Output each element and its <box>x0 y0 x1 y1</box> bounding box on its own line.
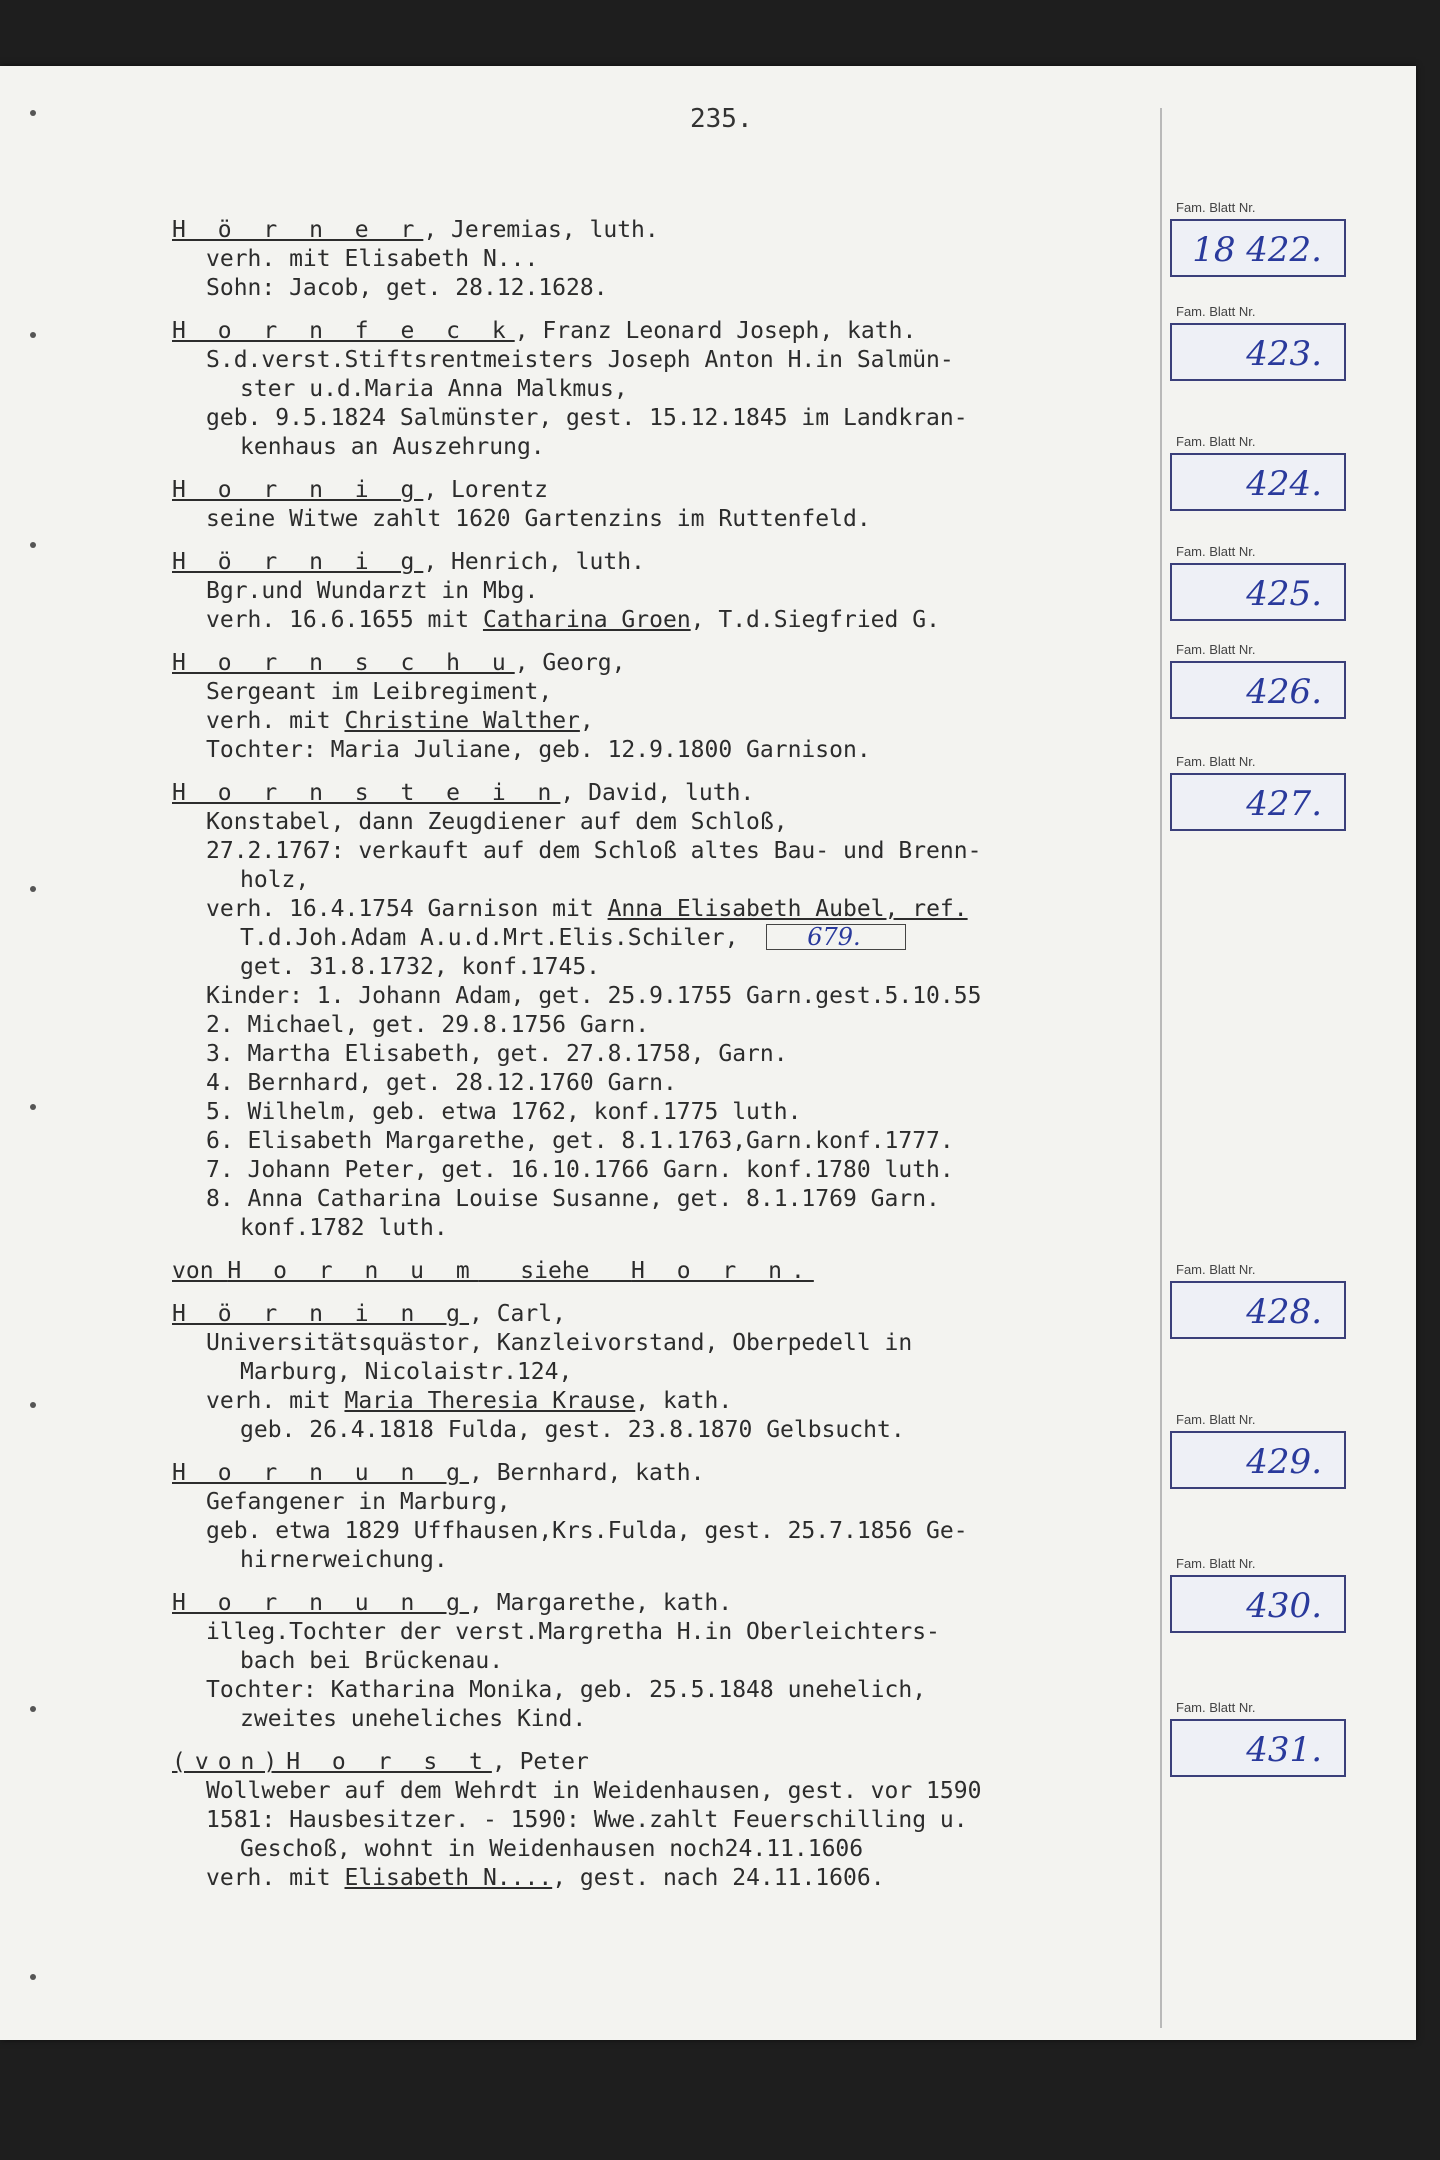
stamp-label: Fam. Blatt Nr. <box>1176 754 1256 769</box>
spouse-name: Christine Walther <box>344 708 580 734</box>
entry-line: Marburg, Nicolaistr.124, <box>240 1359 573 1385</box>
given-name: , Peter <box>491 1749 589 1775</box>
entry-line: geb. 26.4.1818 Fulda, gest. 23.8.1870 Gelbsucht. <box>240 1417 905 1443</box>
entry-line: kenhaus an Auszehrung. <box>240 434 545 460</box>
entry-line: zweites uneheliches Kind. <box>240 1706 587 1732</box>
document-page <box>0 66 1416 2040</box>
entry-line: seine Witwe zahlt 1620 Gartenzins im Ruttenfeld. <box>206 506 871 532</box>
entry-line: Bgr.und Wundarzt in Mbg. <box>206 578 539 604</box>
surname: H ö r n i g <box>172 549 424 575</box>
entry-line: holz, <box>240 867 310 893</box>
spouse-name: Anna Elisabeth Aubel, ref. <box>607 896 968 922</box>
entry-line: geb. etwa 1829 Uffhausen,Krs.Fulda, gest. 25.7.1856 Ge- <box>206 1518 968 1544</box>
given-name: , Carl, <box>469 1301 566 1327</box>
entry-line: bach bei Brückenau. <box>240 1648 504 1674</box>
text: T.d.Joh.Adam A.u.d.Mrt.Elis.Schiler, <box>240 925 739 951</box>
stamp-label: Fam. Blatt Nr. <box>1176 1556 1256 1571</box>
entry-line: hirnerweichung. <box>240 1547 448 1573</box>
page-number: 235. <box>690 104 753 134</box>
family-sheet-stamp <box>1170 200 1346 277</box>
text: verh. 16.4.1754 Garnison mit <box>206 896 608 922</box>
entry-line: geb. 9.5.1824 Salmünster, gest. 15.12.1845 im Landkran- <box>206 405 968 431</box>
entry-hornschu <box>172 649 1172 765</box>
entry-line <box>172 895 1172 924</box>
text: verh. mit <box>206 708 345 734</box>
family-sheet-number: 430. <box>1170 1575 1346 1633</box>
family-sheet-stamp <box>1170 544 1346 621</box>
child-line: konf.1782 luth. <box>240 1215 448 1241</box>
entry-line <box>172 606 1172 635</box>
text: , gest. nach 24.11.1606. <box>552 1865 885 1891</box>
family-sheet-number: 427. <box>1170 773 1346 831</box>
stamp-label: Fam. Blatt Nr. <box>1176 434 1256 449</box>
surname: H o r n i g <box>172 477 424 503</box>
surname: H o r n u m <box>227 1258 479 1284</box>
family-sheet-stamp <box>1170 754 1346 831</box>
surname: H o r n f e c k <box>172 318 515 344</box>
text: verh. mit <box>206 1388 345 1414</box>
entry-line: Universitätsquästor, Kanzleivorstand, Oberpedell in <box>206 1330 913 1356</box>
stamp-label: Fam. Blatt Nr. <box>1176 642 1256 657</box>
child-line: 4. Bernhard, get. 28.12.1760 Garn. <box>206 1070 677 1096</box>
surname: H o r n u n g <box>172 1590 470 1616</box>
cross-reference: H o r n. <box>631 1258 814 1284</box>
family-sheet-number: 428. <box>1170 1281 1346 1339</box>
entry-line: Wollweber auf dem Wehrdt in Weidenhausen, gest. vor 1590 <box>206 1778 982 1804</box>
surname: H ö r n i n g <box>172 1301 470 1327</box>
entry-line: 1581: Hausbesitzer. - 1590: Wwe.zahlt Feuerschilling u. <box>206 1807 968 1833</box>
child-line: Kinder: 1. Johann Adam, get. 25.9.1755 Garn.gest.5.10.55 <box>206 983 982 1009</box>
stamp-label: Fam. Blatt Nr. <box>1176 304 1256 319</box>
entry-line: S.d.verst.Stiftsrentmeisters Joseph Anton H.in Salmün- <box>206 347 954 373</box>
surname: H o r n s c h u <box>172 650 515 676</box>
text: verh. 16.6.1655 mit <box>206 607 483 633</box>
spouse-name: Elisabeth N.... <box>344 1865 553 1891</box>
entry-line: Tochter: Maria Juliane, geb. 12.9.1800 Garnison. <box>206 737 871 763</box>
surname: H o r n s t e i n <box>172 780 561 806</box>
stamp-label: Fam. Blatt Nr. <box>1176 544 1256 559</box>
entry-hoerning <box>172 1300 1172 1445</box>
prefix: von <box>172 1258 228 1284</box>
family-sheet-number: 423. <box>1170 323 1346 381</box>
surname: H o r n u n g <box>172 1460 470 1486</box>
punch-hole <box>30 1402 36 1408</box>
entry-line: Geschoß, wohnt in Weidenhausen noch24.11.1606 <box>240 1836 864 1862</box>
stamp-label: Fam. Blatt Nr. <box>1176 1700 1256 1715</box>
punch-hole <box>30 542 36 548</box>
entry-hornig-lorentz <box>172 476 1172 534</box>
family-sheet-number: 431. <box>1170 1719 1346 1777</box>
entry-line: Tochter: Katharina Monika, geb. 25.5.1848 unehelich, <box>206 1677 927 1703</box>
family-sheet-stamp <box>1170 1262 1346 1339</box>
entry-line <box>172 1864 1172 1893</box>
family-sheet-stamp <box>1170 1700 1346 1777</box>
family-sheet-stamp <box>1170 1556 1346 1633</box>
entry-line <box>172 924 1172 953</box>
surname: (von)H o r s t <box>172 1749 492 1775</box>
text: , kath. <box>635 1388 733 1414</box>
spouse-name: Catharina Groen <box>482 607 691 633</box>
text: siehe <box>478 1258 632 1284</box>
entry-von-hornum <box>172 1257 1172 1286</box>
punch-hole <box>30 110 36 116</box>
given-name: , Jeremias, luth. <box>423 217 659 243</box>
child-line: 5. Wilhelm, geb. etwa 1762, konf.1775 luth. <box>206 1099 802 1125</box>
family-sheet-stamp <box>1170 642 1346 719</box>
stamp-label: Fam. Blatt Nr. <box>1176 200 1256 215</box>
given-name: , Georg, <box>514 650 626 676</box>
entry-line: Konstabel, dann Zeugdiener auf dem Schloß, <box>206 809 788 835</box>
entry-line: 27.2.1767: verkauft auf dem Schloß altes Bau- und Brenn- <box>206 838 982 864</box>
surname: H ö r n e r <box>172 217 424 243</box>
stamp-label: Fam. Blatt Nr. <box>1176 1262 1256 1277</box>
child-line: 3. Martha Elisabeth, get. 27.8.1758, Garn. <box>206 1041 788 1067</box>
child-line: 8. Anna Catharina Louise Susanne, get. 8.1.1769 Garn. <box>206 1186 940 1212</box>
entry-line: Sergeant im Leibregiment, <box>206 679 553 705</box>
entry-hornung-bernhard <box>172 1459 1172 1575</box>
given-name: , Franz Leonard Joseph, kath. <box>514 318 917 344</box>
stamp-label: Fam. Blatt Nr. <box>1176 1412 1256 1427</box>
family-sheet-stamp <box>1170 304 1346 381</box>
family-sheet-ref: 679. <box>766 924 905 950</box>
entry-hoerner <box>172 216 1172 303</box>
family-sheet-number: 429. <box>1170 1431 1346 1489</box>
given-name: , David, luth. <box>560 780 755 806</box>
given-name: , Bernhard, kath. <box>469 1460 705 1486</box>
family-sheet-number: 425. <box>1170 563 1346 621</box>
child-line: 2. Michael, get. 29.8.1756 Garn. <box>206 1012 650 1038</box>
entry-line <box>172 1387 1172 1416</box>
entry-von-horst <box>172 1748 1172 1893</box>
family-sheet-number: 424. <box>1170 453 1346 511</box>
entry-line: Sohn: Jacob, get. 28.12.1628. <box>206 275 608 301</box>
text: , <box>579 708 594 734</box>
punch-hole <box>30 1974 36 1980</box>
entry-hornfeck <box>172 317 1172 462</box>
entry-hoernig-henrich <box>172 548 1172 635</box>
entry-line: Gefangener in Marburg, <box>206 1489 511 1515</box>
entry-hornstein <box>172 779 1172 1243</box>
given-name: , Lorentz <box>423 477 548 503</box>
child-line: 7. Johann Peter, get. 16.10.1766 Garn. konf.1780 luth. <box>206 1157 954 1183</box>
family-sheet-stamp <box>1170 1412 1346 1489</box>
text: verh. mit <box>206 1865 345 1891</box>
punch-hole <box>30 886 36 892</box>
entry-line: illeg.Tochter der verst.Margretha H.in Oberleichters- <box>206 1619 940 1645</box>
entry-line <box>172 707 1172 736</box>
punch-hole <box>30 1706 36 1712</box>
family-sheet-stamp <box>1170 434 1346 511</box>
family-sheet-number: 18 422. <box>1170 219 1346 277</box>
given-name: , Margarethe, kath. <box>469 1590 733 1616</box>
family-sheet-number: 426. <box>1170 661 1346 719</box>
entry-line: ster u.d.Maria Anna Malkmus, <box>240 376 628 402</box>
entry-list <box>172 216 1172 1907</box>
punch-hole <box>30 332 36 338</box>
spouse-name: Maria Theresia Krause <box>344 1388 636 1414</box>
given-name: , Henrich, luth. <box>423 549 645 575</box>
entry-hornung-margarethe <box>172 1589 1172 1734</box>
punch-hole <box>30 1104 36 1110</box>
text: , T.d.Siegfried G. <box>690 607 940 633</box>
entry-line: verh. mit Elisabeth N... <box>206 246 539 272</box>
child-line: 6. Elisabeth Margarethe, get. 8.1.1763,Garn.konf.1777. <box>206 1128 954 1154</box>
entry-line: get. 31.8.1732, konf.1745. <box>240 954 601 980</box>
